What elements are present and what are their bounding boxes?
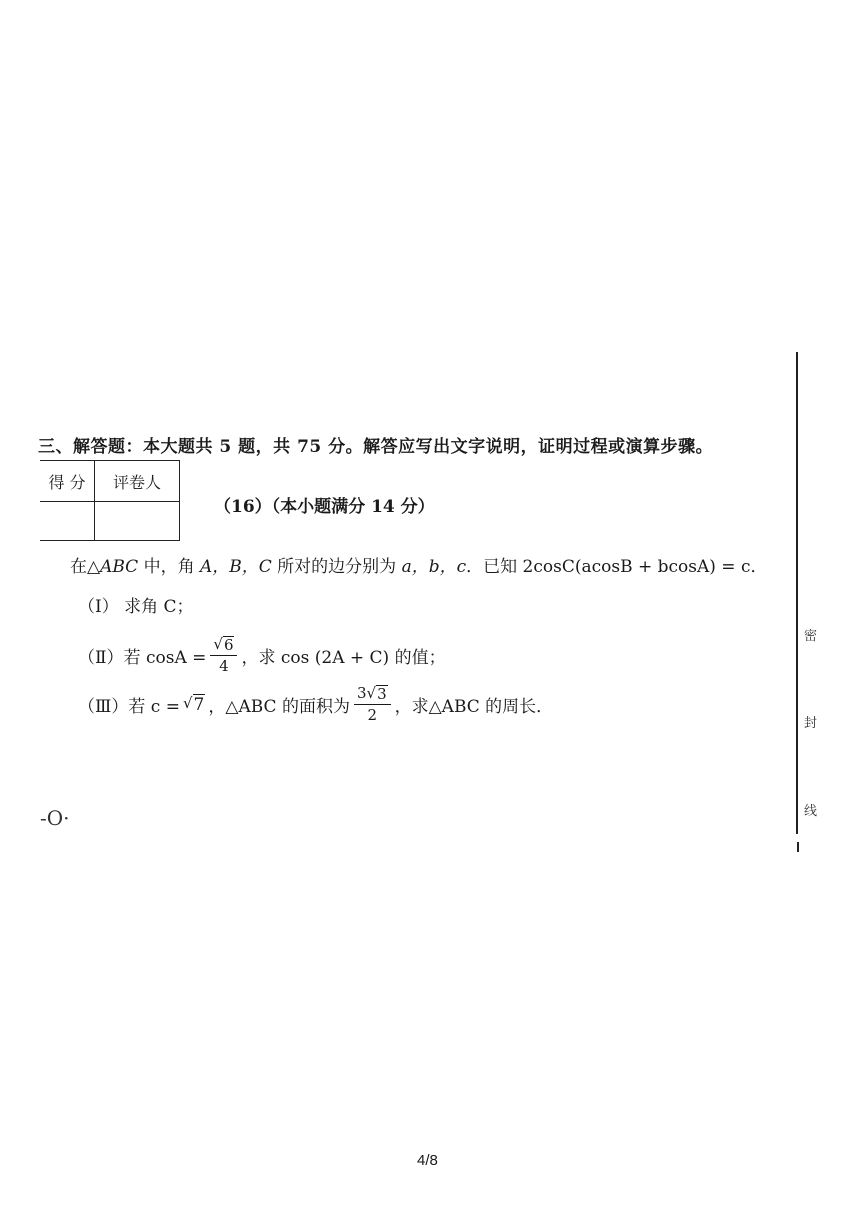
part-2-pre: 若 cosA = <box>123 647 207 668</box>
fraction-numerator <box>354 685 391 705</box>
radicand: 3 <box>377 685 387 703</box>
radicand: 6 <box>223 636 234 654</box>
part-2 <box>78 636 446 674</box>
statement-angles: A，B，C <box>199 557 272 577</box>
radicand: 7 <box>193 694 205 715</box>
score-header: 得 分 <box>40 461 95 502</box>
statement-given: ．已知 2cosC(acosB + bcosA) = c． <box>466 557 768 577</box>
sqrt-sign: √ <box>366 684 377 702</box>
section-header: 三、解答题：本大题共 5 题，共 75 分。解答应写出文字说明，证明过程或演算步骤。 <box>38 437 714 457</box>
part-3-sqrt <box>183 694 205 715</box>
numerator-sqrt <box>367 685 388 703</box>
statement-pre: 在△ <box>70 557 101 577</box>
statement-mid: 中，角 <box>138 557 200 577</box>
part-3-mid: ，△ABC 的面积为 <box>208 696 350 717</box>
grader-header: 评卷人 <box>95 461 180 502</box>
fraction-denominator: 2 <box>367 705 378 724</box>
part-1 <box>78 592 194 617</box>
part-1-label: （Ⅰ） <box>78 597 119 617</box>
page-number: 4/8 <box>417 1152 438 1169</box>
statement-sides: a，b，c <box>401 557 467 577</box>
part-2-label: （Ⅱ） <box>78 647 124 668</box>
part-3-pre: 若 c = <box>128 696 180 717</box>
part-2-fraction <box>210 636 237 674</box>
coefficient: 3 <box>356 684 367 702</box>
problem-statement <box>70 552 767 577</box>
binding-line <box>796 352 798 834</box>
margin-mark-2: 封 <box>804 716 818 731</box>
statement-triangle: ABC <box>100 557 139 577</box>
score-table <box>40 460 180 541</box>
fraction-denominator: 4 <box>219 656 229 675</box>
stray-mark: -O· <box>40 806 70 830</box>
sqrt-sign: √ <box>182 693 193 712</box>
binding-line-tick <box>797 842 799 852</box>
sqrt-sign: √ <box>213 635 223 653</box>
part-3-post: ，求△ABC 的周长． <box>394 696 554 717</box>
margin-mark-3: 线 <box>804 804 818 819</box>
problem-title: （16）（本小题满分 14 分） <box>214 497 435 517</box>
part-3-label: （Ⅲ） <box>78 696 129 717</box>
part-2-post: ，求 cos (2A + C) 的值； <box>241 647 446 668</box>
part-3 <box>78 685 553 723</box>
part-3-fraction <box>354 685 391 723</box>
statement-mid2: 所对的边分别为 <box>271 557 402 577</box>
grader-cell[interactable] <box>95 502 180 541</box>
part-1-text: 求角 C； <box>124 597 194 617</box>
score-cell[interactable] <box>40 502 95 541</box>
margin-mark-1: 密 <box>804 629 818 644</box>
fraction-numerator <box>210 636 237 656</box>
